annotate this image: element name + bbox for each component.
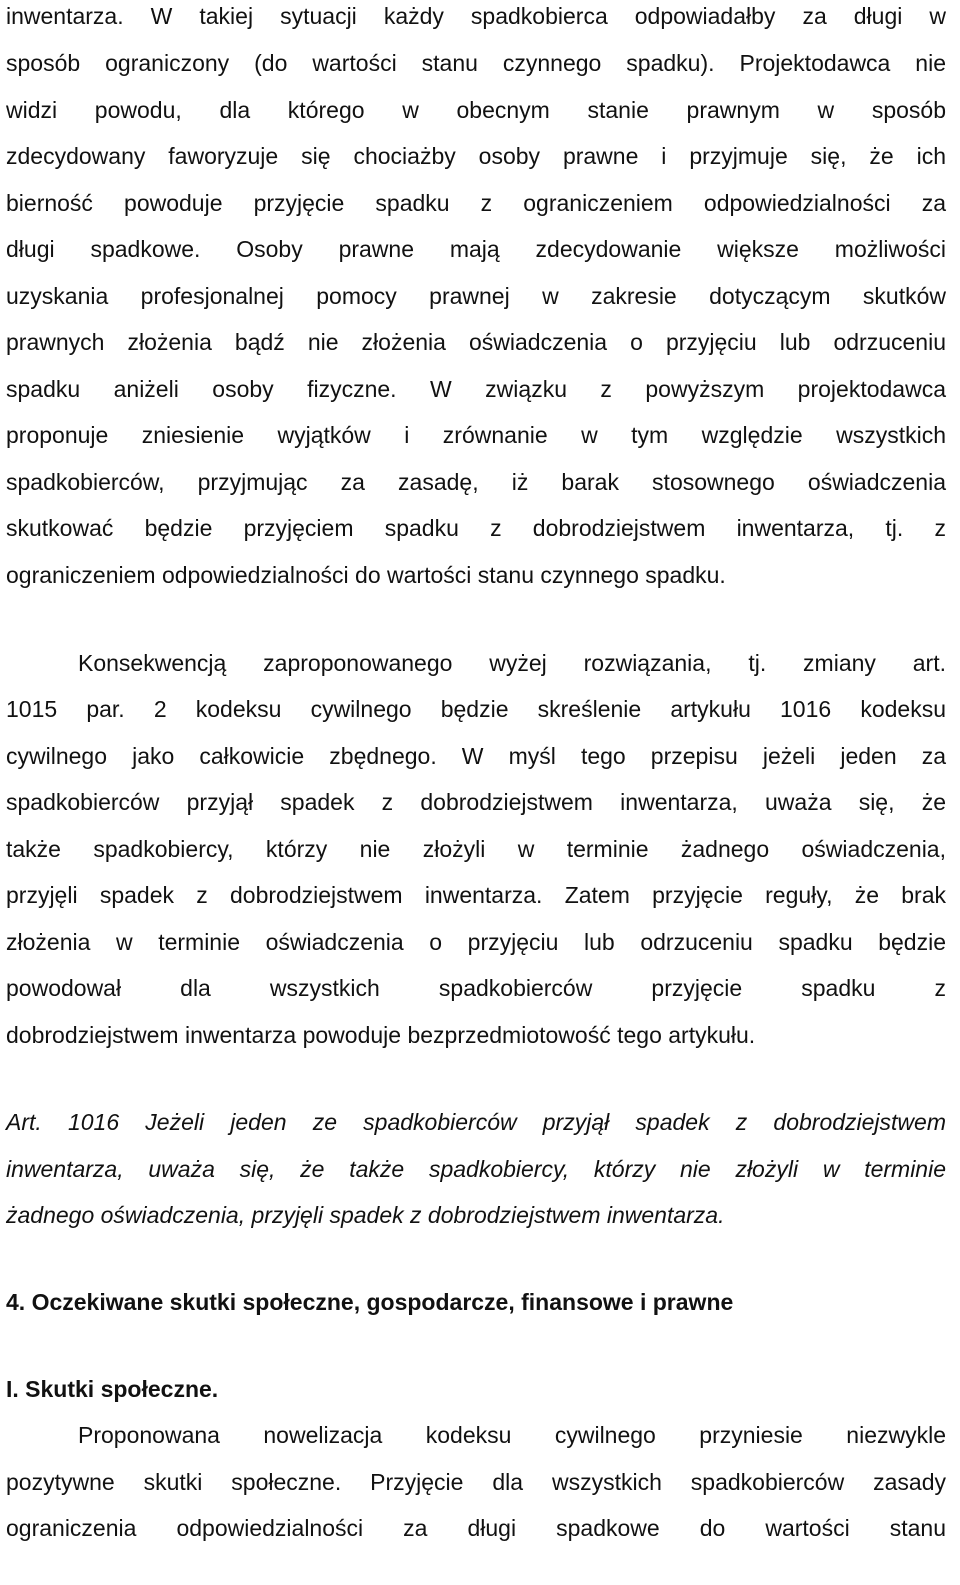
article-quote-line: inwentarza, uważa się, że także spadkobiercy, którzy nie złożyli w terminie xyxy=(6,1156,946,1182)
paragraph-2-line: spadkobierców przyjął spadek z dobrodziejstwem inwentarza, uważa się, że xyxy=(6,789,946,815)
paragraph-3-line: Proponowana nowelizacja kodeksu cywilnego przyniesie niezwykle xyxy=(78,1422,946,1448)
paragraph-1-line: ograniczeniem odpowiedzialności do wartości stanu czynnego spadku. xyxy=(6,562,726,588)
paragraph-2-line: złożenia w terminie oświadczenia o przyjęciu lub odrzuceniu spadku będzie xyxy=(6,929,946,955)
paragraph-2-line: powodował dla wszystkich spadkobierców przyjęcie spadku z xyxy=(6,975,946,1001)
article-quote-line: żadnego oświadczenia, przyjęli spadek z dobrodziejstwem inwentarza. xyxy=(6,1202,725,1228)
article-quote-line: Art. 1016 Jeżeli jeden ze spadkobierców przyjął spadek z dobrodziejstwem xyxy=(6,1109,946,1135)
paragraph-1-line: uzyskania profesjonalnej pomocy prawnej w zakresie dotyczącym skutków xyxy=(6,283,946,309)
paragraph-1-line: długi spadkowe. Osoby prawne mają zdecydowanie większe możliwości xyxy=(6,236,946,262)
paragraph-3-line: pozytywne skutki społeczne. Przyjęcie dla wszystkich spadkobierców zasady xyxy=(6,1469,946,1495)
paragraph-1-line: zdecydowany faworyzuje się chociażby osoby prawne i przyjmuje się, że ich xyxy=(6,143,946,169)
paragraph-3-line: ograniczenia odpowiedzialności za długi spadkowe do wartości stanu xyxy=(6,1515,946,1541)
paragraph-1-line: bierność powoduje przyjęcie spadku z ograniczeniem odpowiedzialności za xyxy=(6,190,946,216)
paragraph-1-line: inwentarza. W takiej sytuacji każdy spadkobierca odpowiadałby za długi w xyxy=(6,3,946,29)
paragraph-1-line: prawnych złożenia bądź nie złożenia oświadczenia o przyjęciu lub odrzuceniu xyxy=(6,329,946,355)
paragraph-2-line: 1015 par. 2 kodeksu cywilnego będzie skreślenie artykułu 1016 kodeksu xyxy=(6,696,946,722)
paragraph-1-line: sposób ograniczony (do wartości stanu czynnego spadku). Projektodawca nie xyxy=(6,50,946,76)
paragraph-2-line: cywilnego jako całkowicie zbędnego. W myśl tego przepisu jeżeli jeden za xyxy=(6,743,946,769)
subsection-heading: I. Skutki społeczne. xyxy=(6,1376,219,1402)
section-heading: 4. Oczekiwane skutki społeczne, gospodarcze, finansowe i prawne xyxy=(6,1289,734,1315)
paragraph-2-line: przyjęli spadek z dobrodziejstwem inwentarza. Zatem przyjęcie reguły, że brak xyxy=(6,882,946,908)
paragraph-2-line: także spadkobiercy, którzy nie złożyli w terminie żadnego oświadczenia, xyxy=(6,836,946,862)
paragraph-1-line: spadkobierców, przyjmując za zasadę, iż barak stosownego oświadczenia xyxy=(6,469,946,495)
paragraph-1-line: skutkować będzie przyjęciem spadku z dobrodziejstwem inwentarza, tj. z xyxy=(6,515,946,541)
paragraph-2-line: Konsekwencją zaproponowanego wyżej rozwiązania, tj. zmiany art. xyxy=(78,650,946,676)
paragraph-2-line: dobrodziejstwem inwentarza powoduje bezprzedmiotowość tego artykułu. xyxy=(6,1022,756,1048)
paragraph-1-line: proponuje zniesienie wyjątków i zrównanie w tym względzie wszystkich xyxy=(6,422,946,448)
paragraph-1-line: widzi powodu, dla którego w obecnym stanie prawnym w sposób xyxy=(6,97,946,123)
paragraph-1-line: spadku aniżeli osoby fizyczne. W związku z powyższym projektodawca xyxy=(6,376,946,402)
